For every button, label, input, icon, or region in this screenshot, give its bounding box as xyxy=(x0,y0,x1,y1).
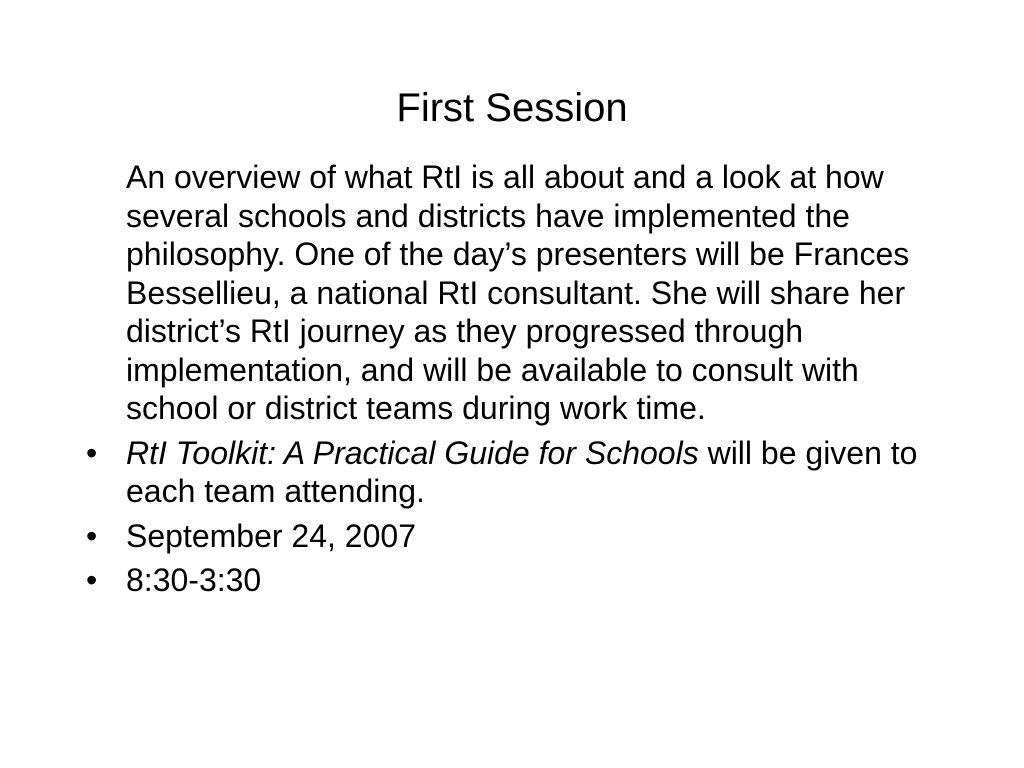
bullet-item-date xyxy=(80,517,960,556)
bullet-text: will be given to each team attending. xyxy=(126,434,918,509)
bullet-dot-icon: • xyxy=(86,434,98,471)
session-date: September 24, 2007 xyxy=(126,517,416,554)
bullet-list xyxy=(80,434,960,600)
slide-title: First Session xyxy=(396,86,628,130)
bullet-item-time xyxy=(80,561,960,600)
bullet-dot-icon: • xyxy=(86,517,98,554)
session-time: 8:30-3:30 xyxy=(126,562,262,598)
intro-paragraph: An overview of what RtI is all about and a look at how several schools and districts have implemented the philosophy. One of the day’s presenters will be Frances Bessellieu, a national RtI consultant. She will share her district’s RtI journey as they progressed through implementation, and will be available to consult with school or district teams during work time. xyxy=(126,159,910,426)
slide-body xyxy=(80,158,960,606)
bullet-dot-icon: • xyxy=(86,562,98,598)
bullet-item-toolkit xyxy=(80,434,960,511)
book-title: RtI Toolkit: A Practical Guide for Schools xyxy=(126,434,699,471)
